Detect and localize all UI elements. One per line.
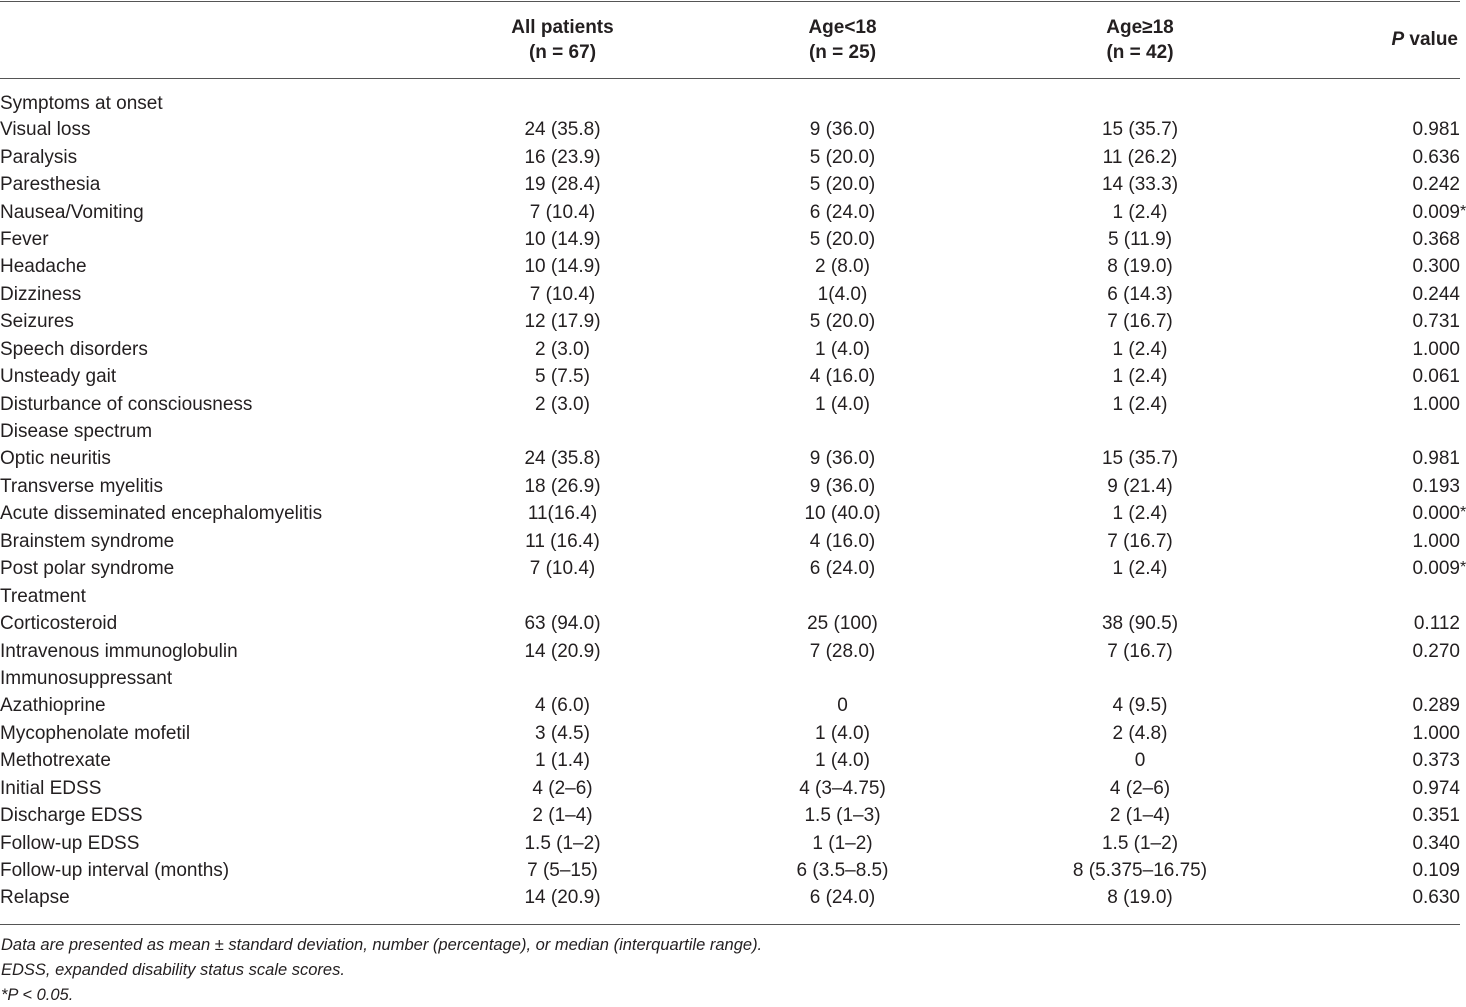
- empty-cell: [1290, 418, 1460, 445]
- age-under-18-cell: 9 (36.0): [809, 119, 876, 141]
- p-value-wrap: [1412, 394, 1460, 415]
- row-label: Corticosteroid: [0, 613, 118, 635]
- row-label: Seizures: [0, 311, 74, 333]
- section-header-row: [0, 665, 1460, 692]
- all-patients-cell: 2 (1–4): [532, 805, 593, 827]
- p-value-cell: [1290, 555, 1466, 582]
- p-value: 0.244: [1412, 283, 1460, 305]
- all-patients-cell: 3 (4.5): [535, 722, 590, 744]
- row-label: Speech disorders: [0, 338, 148, 360]
- all-patients-cell: 7 (10.4): [529, 558, 596, 580]
- p-value-cell: [1290, 528, 1460, 555]
- age-18-plus-cell: 4 (9.5): [1112, 695, 1168, 717]
- all-patients-cell: 1 (1.4): [535, 750, 590, 772]
- table-row: [0, 143, 1460, 170]
- age-18-plus-cell: 1 (2.4): [1112, 503, 1168, 525]
- table-row: [0, 473, 1460, 500]
- all-patients-cell: 7 (10.4): [529, 283, 596, 305]
- row-label: Acute disseminated encephalomyelitis: [0, 503, 323, 525]
- age-18-plus-cell: 1 (2.4): [1112, 558, 1168, 580]
- table-row: [0, 720, 1460, 747]
- section-header-row: [0, 582, 1460, 609]
- p-value: 0.009: [1412, 558, 1460, 580]
- p-value-cell: [1290, 610, 1460, 637]
- p-value-cell: [1290, 445, 1460, 472]
- p-value-cell: [1290, 171, 1460, 198]
- p-value: 0.009: [1412, 201, 1460, 223]
- p-value: 0.270: [1412, 640, 1460, 662]
- age-under-18-cell: 10 (40.0): [804, 503, 881, 525]
- row-label: Follow-up interval (months): [0, 860, 230, 882]
- empty-cell: [695, 582, 990, 609]
- age-under-18-cell: 5 (20.0): [809, 311, 876, 333]
- header-all-n: (n = 67): [528, 41, 597, 63]
- p-value-wrap: [1412, 448, 1460, 469]
- age-18-plus-cell: 2 (1–4): [1109, 805, 1171, 827]
- age-under-18-cell: 5 (20.0): [809, 174, 876, 196]
- p-value-wrap: [1412, 778, 1460, 799]
- p-value: 0.630: [1412, 887, 1460, 909]
- p-value: 0.109: [1412, 860, 1460, 882]
- p-value-cell: [1290, 336, 1460, 363]
- age-under-18-cell: 1 (1–2): [812, 832, 873, 854]
- age-18-plus-cell: 1 (2.4): [1112, 201, 1168, 223]
- header-young-title: Age<18: [808, 16, 877, 38]
- age-under-18-cell: 25 (100): [807, 613, 878, 635]
- p-value: 0.340: [1412, 832, 1460, 854]
- age-under-18-cell: 1 (4.0): [815, 750, 870, 772]
- p-value-cell: [1290, 637, 1460, 664]
- age-under-18-cell: 5 (20.0): [809, 146, 876, 168]
- significance-marker: *: [1460, 504, 1466, 522]
- empty-cell: [990, 418, 1290, 445]
- row-label: Transverse myelitis: [0, 475, 163, 497]
- row-label: Headache: [0, 256, 87, 278]
- age-under-18-cell: 1 (4.0): [815, 722, 870, 744]
- row-label: Nausea/Vomiting: [0, 201, 144, 223]
- p-value-wrap: [1412, 284, 1460, 305]
- p-value: 1.000: [1412, 338, 1460, 360]
- p-value: 0.731: [1412, 311, 1460, 333]
- header-adult-title: Age≥18: [1106, 16, 1174, 38]
- p-value-wrap: [1412, 201, 1466, 223]
- age-18-plus-cell: 38 (90.5): [1101, 613, 1179, 635]
- row-label: Initial EDSS: [0, 777, 102, 799]
- p-value-cell: [1290, 829, 1460, 856]
- p-value: 0.061: [1412, 366, 1460, 388]
- table-row: [0, 775, 1460, 802]
- age-under-18-cell: 9 (36.0): [809, 448, 876, 470]
- table-row: [0, 555, 1460, 582]
- row-label: Paralysis: [0, 146, 78, 168]
- all-patients-cell: 11 (16.4): [525, 530, 600, 552]
- p-value: 0.351: [1412, 805, 1460, 827]
- all-patients-cell: 2 (3.0): [535, 393, 590, 415]
- empty-cell: [695, 79, 990, 116]
- header-adult-n: (n = 42): [1106, 41, 1174, 63]
- p-value-cell: [1290, 390, 1460, 417]
- p-value: 0.242: [1412, 174, 1460, 196]
- row-label: Post polar syndrome: [0, 558, 175, 580]
- row-label: Optic neuritis: [0, 448, 111, 470]
- table-row: [0, 610, 1460, 637]
- row-label: Paresthesia: [0, 174, 101, 196]
- p-value: 1.000: [1412, 722, 1460, 744]
- header-p-text: value: [1404, 29, 1458, 50]
- age-18-plus-cell: 5 (11.9): [1107, 228, 1173, 250]
- all-patients-cell: 7 (5–15): [527, 860, 598, 882]
- header-row: [0, 0, 1460, 79]
- p-value-wrap: [1412, 503, 1466, 525]
- age-under-18-cell: 0: [837, 695, 848, 717]
- age-under-18-cell: 1 (4.0): [815, 338, 870, 360]
- section-label: Symptoms at onset: [0, 93, 163, 114]
- age-18-plus-cell: 4 (2–6): [1109, 777, 1171, 799]
- p-value-wrap: [1412, 750, 1460, 771]
- table-row: [0, 363, 1460, 390]
- age-under-18-cell: 9 (36.0): [809, 475, 876, 497]
- age-under-18-cell: 4 (16.0): [809, 530, 876, 552]
- empty-cell: [990, 665, 1290, 692]
- p-value-cell: [1290, 143, 1460, 170]
- p-value-cell: [1290, 692, 1460, 719]
- p-value-wrap: [1412, 805, 1460, 826]
- row-label: Discharge EDSS: [0, 805, 143, 827]
- table-row: [0, 884, 1460, 911]
- header-p-italic: P: [1391, 29, 1405, 50]
- p-value-cell: [1290, 473, 1460, 500]
- empty-cell: [430, 582, 695, 609]
- all-patients-cell: 1.5 (1–2): [524, 832, 601, 854]
- p-value-wrap: [1412, 339, 1460, 360]
- p-value-wrap: [1412, 119, 1460, 140]
- age-under-18-cell: 4 (3–4.75): [799, 777, 886, 799]
- age-18-plus-cell: 1 (2.4): [1112, 393, 1168, 415]
- all-patients-cell: 10 (14.9): [524, 256, 601, 278]
- p-value-cell: [1290, 226, 1460, 253]
- p-value-wrap: [1412, 723, 1460, 744]
- age-18-plus-cell: 6 (14.3): [1107, 283, 1173, 305]
- age-under-18-cell: 6 (24.0): [809, 201, 876, 223]
- p-value-wrap: [1412, 229, 1460, 250]
- p-value: 0.373: [1412, 750, 1460, 772]
- age-18-plus-cell: 15 (35.7): [1101, 119, 1179, 141]
- age-under-18-cell: 6 (24.0): [809, 558, 876, 580]
- row-label: Visual loss: [0, 119, 91, 141]
- p-value-wrap: [1412, 887, 1460, 908]
- p-value: 1.000: [1412, 393, 1460, 415]
- section-label: Treatment: [0, 585, 86, 607]
- row-label: Methotrexate: [0, 750, 111, 772]
- p-value-cell: [1290, 500, 1466, 527]
- header-all-patients: [430, 0, 695, 79]
- p-value-wrap: [1412, 174, 1460, 195]
- header-p-value: [1290, 0, 1460, 79]
- p-value-cell: [1290, 802, 1460, 829]
- table-row: [0, 857, 1460, 884]
- row-label: Azathioprine: [0, 695, 106, 717]
- age-18-plus-cell: 9 (21.4): [1107, 475, 1173, 497]
- significance-marker: *: [1460, 202, 1466, 220]
- age-18-plus-cell: 11 (26.2): [1102, 146, 1178, 168]
- significance-marker: *: [1460, 559, 1466, 577]
- age-under-18-cell: 1 (4.0): [815, 393, 870, 415]
- table-row: [0, 281, 1460, 308]
- age-under-18-cell: 6 (24.0): [809, 887, 876, 909]
- table-body: [0, 79, 1466, 912]
- p-value-cell: [1290, 720, 1460, 747]
- p-value-wrap: [1412, 531, 1460, 552]
- p-value-wrap: [1412, 641, 1460, 662]
- age-under-18-cell: 2 (8.0): [815, 256, 870, 278]
- all-patients-cell: 63 (94.0): [524, 613, 601, 635]
- row-label: Unsteady gait: [0, 366, 117, 388]
- row-label: Dizziness: [0, 283, 82, 305]
- table-row: [0, 528, 1460, 555]
- age-18-plus-cell: 14 (33.3): [1101, 174, 1179, 196]
- table-row: [0, 445, 1460, 472]
- p-value-wrap: [1412, 311, 1460, 332]
- table-row: [0, 226, 1460, 253]
- p-value-wrap: [1412, 833, 1460, 854]
- header-all-title: All patients: [511, 16, 614, 38]
- all-patients-cell: 2 (3.0): [535, 338, 590, 360]
- section-header-row: [0, 79, 1460, 116]
- table-row: [0, 198, 1460, 225]
- age-18-plus-cell: 7 (16.7): [1107, 530, 1173, 552]
- p-value: 0.636: [1412, 146, 1460, 168]
- all-patients-cell: 18 (26.9): [524, 475, 601, 497]
- all-patients-cell: 12 (17.9): [524, 311, 601, 333]
- row-label: Follow-up EDSS: [0, 832, 140, 854]
- p-value: 0.000: [1412, 503, 1460, 525]
- age-18-plus-cell: 0: [1134, 750, 1146, 772]
- age-18-plus-cell: 1 (2.4): [1112, 366, 1168, 388]
- p-value: 1.000: [1412, 530, 1460, 552]
- table-row: [0, 692, 1460, 719]
- row-label: Relapse: [0, 887, 70, 909]
- empty-cell: [430, 665, 695, 692]
- p-value-wrap: [1412, 860, 1460, 881]
- p-value-cell: [1290, 363, 1460, 390]
- p-value-cell: [1290, 747, 1460, 774]
- p-value: 0.193: [1412, 475, 1460, 497]
- age-under-18-cell: 4 (16.0): [809, 366, 876, 388]
- section-label: Immunosuppressant: [0, 667, 173, 689]
- p-value: 0.981: [1412, 119, 1460, 141]
- p-value: 0.981: [1412, 448, 1460, 470]
- row-label: Brainstem syndrome: [0, 530, 175, 552]
- p-value-wrap: [1412, 558, 1466, 580]
- p-value: 0.368: [1412, 228, 1460, 250]
- age-under-18-cell: 1(4.0): [817, 283, 868, 305]
- table-row: [0, 253, 1460, 280]
- empty-cell: [1290, 79, 1460, 116]
- p-value: 0.289: [1412, 695, 1460, 717]
- all-patients-cell: 10 (14.9): [524, 228, 601, 250]
- p-value-cell: [1290, 281, 1460, 308]
- age-under-18-cell: 5 (20.0): [809, 228, 876, 250]
- p-value-cell: [1290, 308, 1460, 335]
- empty-cell: [1290, 582, 1460, 609]
- empty-cell: [990, 79, 1290, 116]
- age-18-plus-cell: 7 (16.7): [1107, 311, 1173, 333]
- age-18-plus-cell: 7 (16.7): [1107, 640, 1173, 662]
- table-row: [0, 336, 1460, 363]
- row-label: Disturbance of consciousness: [0, 393, 253, 415]
- p-value-cell: [1290, 116, 1460, 143]
- section-header-row: [0, 418, 1460, 445]
- age-18-plus-cell: 8 (19.0): [1107, 887, 1173, 909]
- table-row: [0, 308, 1460, 335]
- table-row: [0, 171, 1460, 198]
- all-patients-cell: 4 (2–6): [532, 777, 593, 799]
- empty-cell: [1290, 665, 1460, 692]
- header-age-under-18: [695, 0, 990, 79]
- all-patients-cell: 5 (7.5): [535, 366, 590, 388]
- p-value-wrap: [1412, 476, 1460, 497]
- p-value: 0.974: [1412, 777, 1460, 799]
- all-patients-cell: 24 (35.8): [524, 119, 601, 141]
- table-row: [0, 747, 1460, 774]
- table-row: [0, 116, 1460, 143]
- table-row: [0, 802, 1460, 829]
- all-patients-cell: 14 (20.9): [524, 640, 601, 662]
- all-patients-cell: 19 (28.4): [524, 174, 601, 196]
- p-value-wrap: [1412, 695, 1460, 716]
- table-row: [0, 500, 1460, 527]
- p-value-cell: [1290, 198, 1466, 225]
- p-value: 0.300: [1412, 256, 1460, 278]
- p-value-cell: [1290, 253, 1460, 280]
- empty-cell: [430, 79, 695, 116]
- age-under-18-cell: 7 (28.0): [809, 640, 876, 662]
- p-value-wrap: [1414, 613, 1460, 634]
- age-under-18-cell: 1.5 (1–3): [804, 805, 881, 827]
- all-patients-cell: 24 (35.8): [524, 448, 601, 470]
- age-18-plus-cell: 1.5 (1–2): [1101, 832, 1179, 854]
- all-patients-cell: 16 (23.9): [524, 146, 601, 168]
- all-patients-cell: 14 (20.9): [524, 887, 601, 909]
- all-patients-cell: 7 (10.4): [529, 201, 596, 223]
- table-row: [0, 829, 1460, 856]
- p-value-wrap: [1412, 147, 1460, 168]
- table-row: [0, 390, 1460, 417]
- p-value-wrap: [1412, 256, 1460, 277]
- row-label: Mycophenolate mofetil: [0, 722, 191, 744]
- empty-cell: [990, 582, 1290, 609]
- row-label: Fever: [0, 228, 49, 250]
- table-row: [0, 637, 1460, 664]
- header-young-n: (n = 25): [808, 41, 877, 63]
- empty-cell: [430, 418, 695, 445]
- age-18-plus-cell: 8 (5.375–16.75): [1072, 860, 1208, 882]
- footnote-significance: *P < 0.05.: [1, 986, 74, 1004]
- empty-cell: [695, 418, 990, 445]
- header-label-cell: [0, 0, 430, 79]
- footnote-edss: EDSS, expanded disability status scale scores.: [1, 961, 345, 979]
- age-18-plus-cell: 1 (2.4): [1112, 338, 1168, 360]
- all-patients-cell: 4 (6.0): [535, 695, 590, 717]
- p-value-cell: [1290, 775, 1460, 802]
- p-value-cell: [1290, 857, 1460, 884]
- footnote-data-presentation: Data are presented as mean ± standard deviation, number (percentage), or median (interquartile range).: [1, 936, 763, 954]
- all-patients-cell: 11(16.4): [527, 503, 598, 525]
- bottom-rule: [0, 924, 1460, 925]
- p-value-cell: [1290, 884, 1460, 911]
- age-18-plus-cell: 15 (35.7): [1101, 448, 1179, 470]
- p-value: 0.112: [1413, 613, 1460, 635]
- age-18-plus-cell: 2 (4.8): [1112, 722, 1168, 744]
- age-18-plus-cell: 8 (19.0): [1107, 256, 1173, 278]
- p-value-wrap: [1412, 366, 1460, 387]
- section-label: Disease spectrum: [0, 421, 153, 443]
- row-label: Intravenous immunoglobulin: [0, 640, 238, 662]
- empty-cell: [695, 665, 990, 692]
- age-under-18-cell: 6 (3.5–8.5): [796, 860, 889, 882]
- header-age-18-plus: [990, 0, 1290, 79]
